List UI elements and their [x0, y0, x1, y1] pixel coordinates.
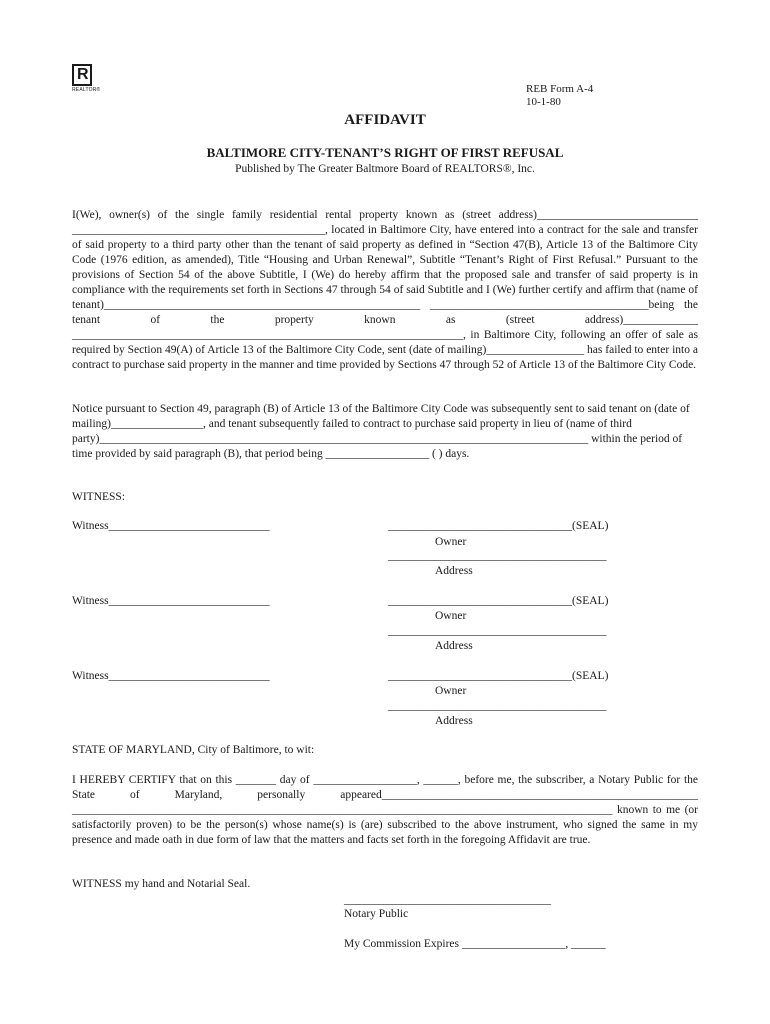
realtor-logo [72, 64, 101, 94]
affidavit-paragraph-2: Notice pursuant to Section 49, paragraph (B) of Article 13 of the Baltimore City Code was subsequently sent to said tenant on (date of mailing)________________, and tenant subsequently failed to contract to purchase said property in lieu of (name of third party)_____________________________________________________________________________________ within the period of time provided by said paragraph (B), that period being __________________ ( ) days. [72, 403, 690, 460]
witness-heading: WITNESS: [72, 491, 126, 503]
owner-label-1: Owner [435, 536, 467, 548]
witness-line-3[interactable]: Witness____________________________ [72, 670, 270, 682]
form-number: REB Form A-4 [526, 83, 594, 95]
address-line-1[interactable]: ______________________________________ [388, 550, 607, 562]
state-line: STATE OF MARYLAND, City of Baltimore, to wit: [72, 744, 315, 756]
realtor-logo-mark [72, 64, 92, 86]
address-label-3: Address [435, 715, 473, 727]
witness-line-1[interactable]: Witness____________________________ [72, 520, 270, 532]
form-number-block [526, 83, 593, 109]
address-label-1: Address [435, 565, 473, 577]
commission-expires-line[interactable]: My Commission Expires __________________, ______ [344, 938, 606, 950]
owner-label-2: Owner [435, 610, 467, 622]
publisher-line: Published by The Greater Baltmore Board of REALTORS®, Inc. [235, 163, 535, 175]
document-title: AFFIDAVIT [344, 112, 426, 128]
witness-line-2[interactable]: Witness____________________________ [72, 595, 270, 607]
notary-signature-line[interactable]: ____________________________________ [344, 894, 551, 906]
owner-seal-line-2[interactable]: ________________________________(SEAL) [388, 595, 609, 607]
notary-certification: I HEREBY CERTIFY that on this _______ day of __________________, ______, before me, the subscriber, a Notary Public for the State of Maryland, personally appeared_______________________________________________________ ______________________________________________________________________________________________ known to me (or satisfactorily proven) to be the person(s) whose name(s) is (are) subscribed to the above instrument, who signed the same in my presence and made oath in due form of law that the matters and facts set forth in the foregoing Affidavit are true. [72, 774, 698, 846]
owner-label-3: Owner [435, 685, 467, 697]
affidavit-paragraph-1: I(We), owner(s) of the single family residential rental property known as (street address)____________________________ ____________________________________________, located in Baltimore City, have entered into a contract for the sale and transfer of said property to a third party other than the tenant of said property as defined in “Section 47(B), Article 13 of the Baltimore City Code (1976 edition, as amended), Title “Housing and Urban Renewal”, Subtitle “Tenant’s Right of First Refusal.” Pursuant to the provisions of Section 54 of the above Subtitle, I (We) do hereby affirm that the proposed sale and transfer of said property is in compliance with the requirements set forth in Sections 47 through 54 of said Subtitle and I (We) further certify and affirm that (name of tenant)_______________________________________________________ ______________________________________being the tenant of the property known as (street address)_____________ ____________________________________________________________________, in Baltimore City, following an offer of sale as required by Section 49(A) of Article 13 of the Baltimore City Code, sent (date of mailing)_________________ has failed to enter into a contract to purchase said property in the manner and time provided by Sections 47 through 52 of Article 13 of the Baltimore City Code. [72, 209, 698, 371]
owner-seal-line-3[interactable]: ________________________________(SEAL) [388, 670, 609, 682]
witness-hand-line: WITNESS my hand and Notarial Seal. [72, 878, 251, 890]
realtor-logo-text: REALTOR® [72, 87, 101, 93]
owner-seal-line-1[interactable]: ________________________________(SEAL) [388, 520, 609, 532]
document-subtitle: BALTIMORE CITY-TENANT’S RIGHT OF FIRST REFUSAL [206, 145, 564, 160]
address-line-3[interactable]: ______________________________________ [388, 700, 607, 712]
notary-public-label: Notary Public [344, 908, 409, 920]
realtor-logo-letter: R [77, 66, 89, 83]
address-line-2[interactable]: ______________________________________ [388, 625, 607, 637]
address-label-2: Address [435, 640, 473, 652]
form-date: 10-1-80 [526, 96, 561, 108]
